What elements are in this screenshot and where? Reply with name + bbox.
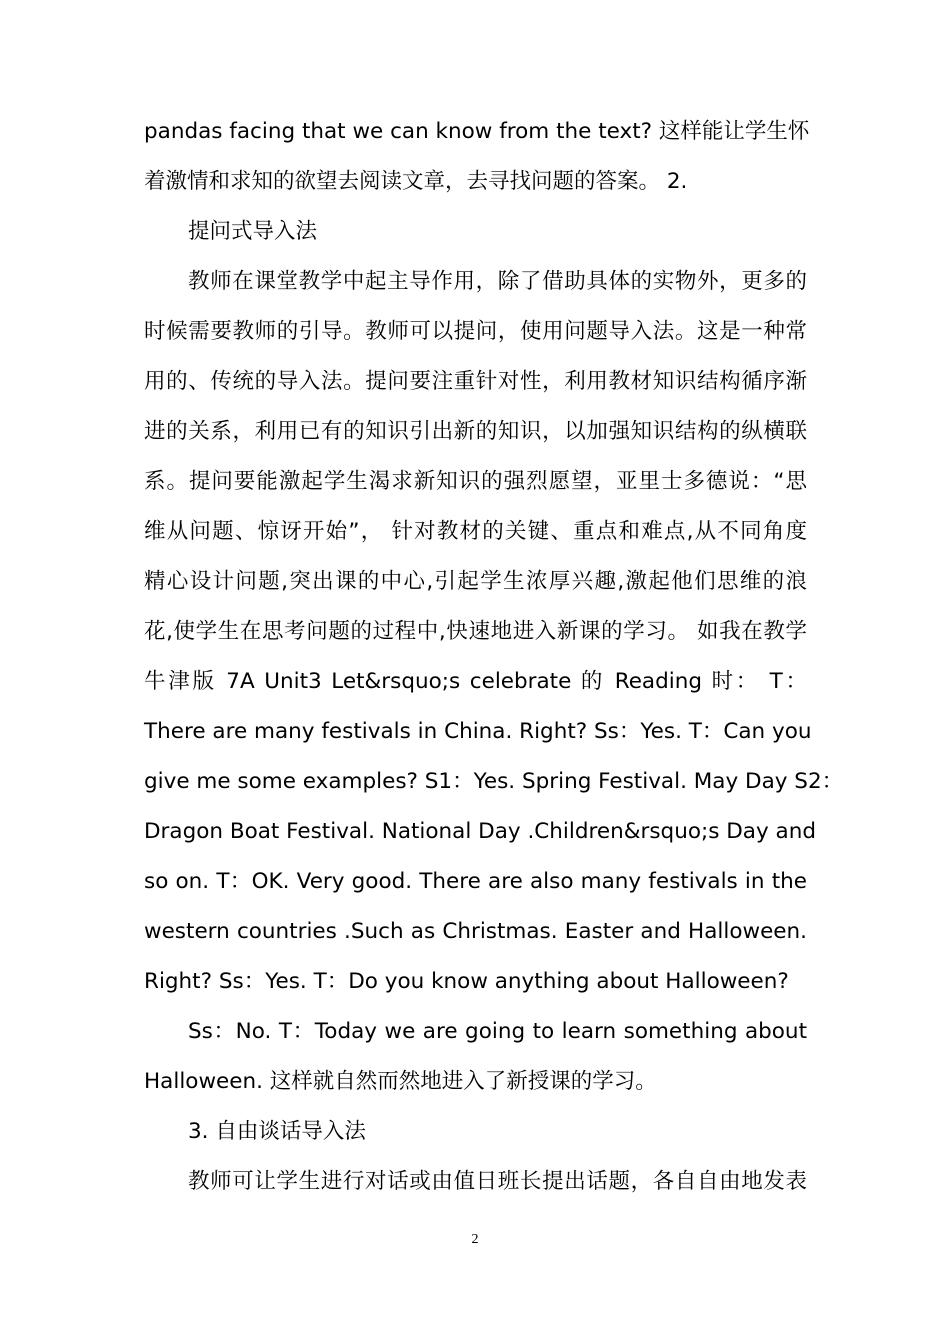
text-line: 教师可让学生进行对话或由值日班长提出话题，各自自由地发表	[188, 1169, 807, 1194]
text-line: 系。提问要能激起学生渴求新知识的强烈愿望，亚里士多德说：“思	[144, 469, 807, 494]
text-line: Dragon Boat Festival. National Day .Children&rsquo;s Day and	[144, 819, 816, 844]
text-line: 花,使学生在思考问题的过程中,快速地进入新课的学习。 如我在教学	[144, 619, 807, 644]
text-line: Right? Ss：Yes. T：Do you know anything about Halloween?	[144, 969, 789, 994]
text-line: 维从问题、惊讶开始”， 针对教材的关键、重点和难点,从不同角度	[144, 519, 807, 544]
text-line: pandas facing that we can know from the text? 这样能让学生怀	[144, 119, 810, 144]
text-line: 进的关系，利用已有的知识引出新的知识，以加强知识结构的纵横联	[144, 419, 807, 444]
text-line: give me some examples? S1：Yes. Spring Festival. May Day S2：	[144, 769, 844, 794]
page-number: 2	[471, 1232, 479, 1247]
text-line: 教师在课堂教学中起主导作用，除了借助具体的实物外，更多的	[188, 269, 807, 294]
text-line: Halloween. 这样就自然而然地进入了新授课的学习。	[144, 1069, 657, 1094]
section-heading: 3. 自由谈话导入法	[188, 1119, 366, 1144]
text-line: 牛津版 7A Unit3 Let&rsquo;s celebrate 的 Reading 时： T：	[144, 669, 807, 694]
text-line: There are many festivals in China. Right? Ss：Yes. T：Can you	[144, 719, 812, 744]
text-line: 精心设计问题,突出课的中心,引起学生浓厚兴趣,激起他们思维的浪	[144, 569, 807, 594]
text-line: 用的、传统的导入法。提问要注重针对性，利用教材知识结构循序渐	[144, 369, 807, 394]
text-line: Ss：No. T：Today we are going to learn something about	[188, 1019, 807, 1044]
text-line: 时候需要教师的引导。教师可以提问，使用问题导入法。这是一种常	[144, 319, 807, 344]
text-line: so on. T：OK. Very good. There are also many festivals in the	[144, 869, 807, 894]
text-line: 着激情和求知的欲望去阅读文章，去寻找问题的答案。 2.	[144, 169, 688, 194]
section-heading: 提问式导入法	[188, 219, 318, 244]
text-line: western countries .Such as Christmas. Easter and Halloween.	[144, 919, 807, 944]
